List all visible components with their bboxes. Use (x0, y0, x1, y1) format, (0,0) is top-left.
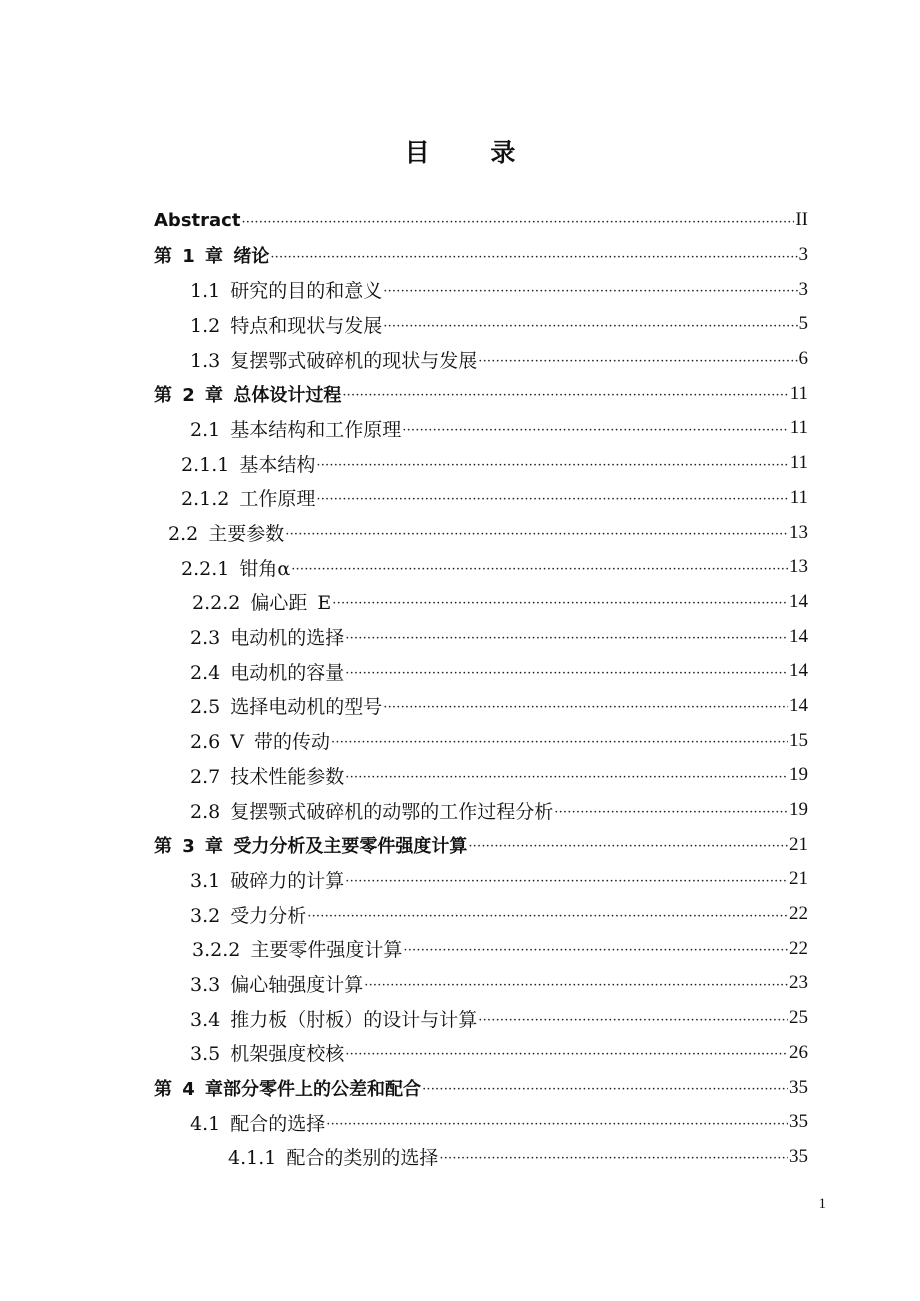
toc-dot-leader (326, 1117, 788, 1132)
toc-dot-leader (331, 735, 788, 750)
toc-dot-leader (383, 319, 797, 334)
toc-entry-page: 13 (789, 521, 808, 543)
toc-section-entry[interactable] (0, 550, 920, 585)
toc-entry-label: 2.1.1 基本结构 (181, 453, 316, 476)
toc-dot-leader (316, 492, 788, 507)
toc-entry-page: 19 (789, 799, 808, 821)
toc-section-entry[interactable] (0, 793, 920, 828)
toc-entry-page: 21 (789, 833, 808, 855)
toc-entry-page: 3 (798, 278, 808, 300)
toc-entry-page: 25 (789, 1007, 808, 1029)
toc-entry-page: 3 (798, 244, 808, 266)
toc-entry-page: 19 (789, 764, 808, 786)
toc-section-entry[interactable] (0, 619, 920, 654)
toc-entry-label: 第 4 章部分零件上的公差和配合 (154, 1078, 422, 1100)
toc-section-entry[interactable] (0, 1140, 920, 1175)
toc-entry-label: 4.1.1 配合的类别的选择 (228, 1147, 439, 1170)
toc-section-entry[interactable] (0, 515, 920, 550)
toc-entry-label: 4.1 配合的选择 (190, 1112, 326, 1135)
toc-dot-leader (345, 1047, 788, 1062)
toc-entry-label: 2.7 技术性能参数 (190, 765, 345, 788)
toc-entry-label: 第 2 章 总体设计过程 (154, 384, 342, 406)
toc-section-entry[interactable] (0, 585, 920, 620)
toc-dot-leader (316, 458, 788, 473)
toc-entry-page: II (795, 209, 808, 231)
toc-entry-label: 2.2 主要参数 (168, 523, 285, 546)
toc-dot-leader (291, 562, 788, 577)
toc-entry-page: 11 (789, 452, 808, 474)
toc-entry-page: 5 (798, 313, 808, 335)
toc-entry-page: 35 (789, 1111, 808, 1133)
toc-dot-leader (285, 527, 788, 542)
toc-entry-page: 14 (789, 694, 808, 716)
toc-entry-label: 3.2 受力分析 (190, 904, 307, 927)
toc-dot-leader (345, 874, 788, 889)
toc-entry-label: 2.5 选择电动机的型号 (190, 696, 383, 719)
toc-section-entry[interactable] (0, 1105, 920, 1140)
toc-entry-page: 11 (789, 486, 808, 508)
toc-entry-page: 13 (789, 556, 808, 578)
toc-entry-page: 14 (789, 625, 808, 647)
toc-entry-label: 1.2 特点和现状与发展 (190, 314, 383, 337)
toc-entry-label: 2.3 电动机的选择 (190, 627, 345, 650)
toc-dot-leader (345, 631, 788, 646)
toc-dot-leader (241, 215, 794, 230)
toc-entry-label: 3.4 推力板（肘板）的设计与计算 (190, 1008, 478, 1031)
toc-dot-leader (439, 1151, 788, 1166)
toc-section-entry[interactable] (0, 1001, 920, 1036)
toc-entry-label: 2.6 V 带的传动 (190, 731, 331, 754)
toc-section-entry[interactable] (0, 481, 920, 516)
toc-section-entry[interactable] (0, 758, 920, 793)
toc-chapter-entry[interactable] (0, 376, 920, 411)
toc-entry-label: 3.2.2 主要零件强度计算 (192, 939, 403, 962)
toc-chapter-entry[interactable] (0, 1070, 920, 1105)
toc-dot-leader (332, 596, 788, 611)
toc-entry-label: 2.2.2 偏心距 E (192, 592, 332, 615)
toc-entry-page: 35 (789, 1145, 808, 1167)
toc-entry-label: 3.3 偏心轴强度计算 (190, 973, 364, 996)
toc-dot-leader (554, 805, 788, 820)
toc-dot-leader (478, 1013, 788, 1028)
toc-section-entry[interactable] (0, 411, 920, 446)
toc-entry-label: 3.1 破碎力的计算 (190, 869, 345, 892)
toc-chapter-entry[interactable] (0, 238, 920, 273)
toc-dot-leader (468, 839, 788, 854)
toc-entry-page: 23 (789, 972, 808, 994)
toc-entry-page: 22 (789, 903, 808, 925)
toc-dot-leader (402, 423, 788, 438)
page-number: 1 (818, 1196, 826, 1212)
toc-entry-page: 14 (789, 590, 808, 612)
toc-dot-leader (270, 250, 797, 265)
toc-section-entry[interactable] (0, 862, 920, 897)
toc-chapter-entry[interactable] (0, 203, 920, 238)
toc-dot-leader (345, 770, 788, 785)
toc-entry-page: 14 (789, 660, 808, 682)
toc-section-entry[interactable] (0, 446, 920, 481)
toc-entry-label: 1.1 研究的目的和意义 (190, 280, 383, 303)
toc-entry-label: 2.8 复摆颚式破碎机的动鄂的工作过程分析 (190, 800, 554, 823)
table-of-contents (0, 203, 920, 1174)
toc-entry-label: 2.1.2 工作原理 (181, 488, 316, 511)
toc-dot-leader (307, 909, 788, 924)
toc-section-entry[interactable] (0, 689, 920, 724)
toc-entry-label: 2.4 电动机的容量 (190, 661, 345, 684)
toc-entry-page: 26 (789, 1041, 808, 1063)
toc-dot-leader (422, 1082, 788, 1097)
toc-section-entry[interactable] (0, 966, 920, 1001)
toc-entry-label: 第 3 章 受力分析及主要零件强度计算 (154, 835, 468, 857)
toc-dot-leader (345, 666, 788, 681)
toc-entry-label: Abstract (154, 209, 241, 231)
toc-entry-page: 21 (789, 868, 808, 890)
toc-dot-leader (342, 388, 788, 403)
toc-entry-page: 11 (789, 382, 808, 404)
toc-entry-label: 2.2.1 钳角α (181, 557, 291, 580)
toc-section-entry[interactable] (0, 272, 920, 307)
toc-entry-page: 11 (789, 417, 808, 439)
toc-section-entry[interactable] (0, 1036, 920, 1071)
toc-entry-page: 22 (789, 937, 808, 959)
toc-section-entry[interactable] (0, 897, 920, 932)
toc-entry-label: 1.3 复摆鄂式破碎机的现状与发展 (190, 349, 478, 372)
toc-chapter-entry[interactable] (0, 827, 920, 862)
toc-section-entry[interactable] (0, 654, 920, 689)
toc-dot-leader (478, 354, 797, 369)
toc-entry-page: 35 (789, 1076, 808, 1098)
page-title: 目 录 (404, 138, 542, 167)
toc-dot-leader (364, 978, 788, 993)
toc-entry-page: 6 (798, 348, 808, 370)
toc-section-entry[interactable] (0, 723, 920, 758)
toc-entry-label: 2.1 基本结构和工作原理 (190, 418, 402, 441)
toc-section-entry[interactable] (0, 307, 920, 342)
toc-entry-label: 第 1 章 绪论 (154, 246, 270, 268)
toc-entry-label: 3.5 机架强度校核 (190, 1043, 345, 1066)
toc-section-entry[interactable] (0, 342, 920, 377)
toc-section-entry[interactable] (0, 931, 920, 966)
toc-dot-leader (383, 284, 797, 299)
toc-entry-page: 15 (789, 729, 808, 751)
toc-dot-leader (403, 943, 788, 958)
toc-dot-leader (383, 700, 788, 715)
